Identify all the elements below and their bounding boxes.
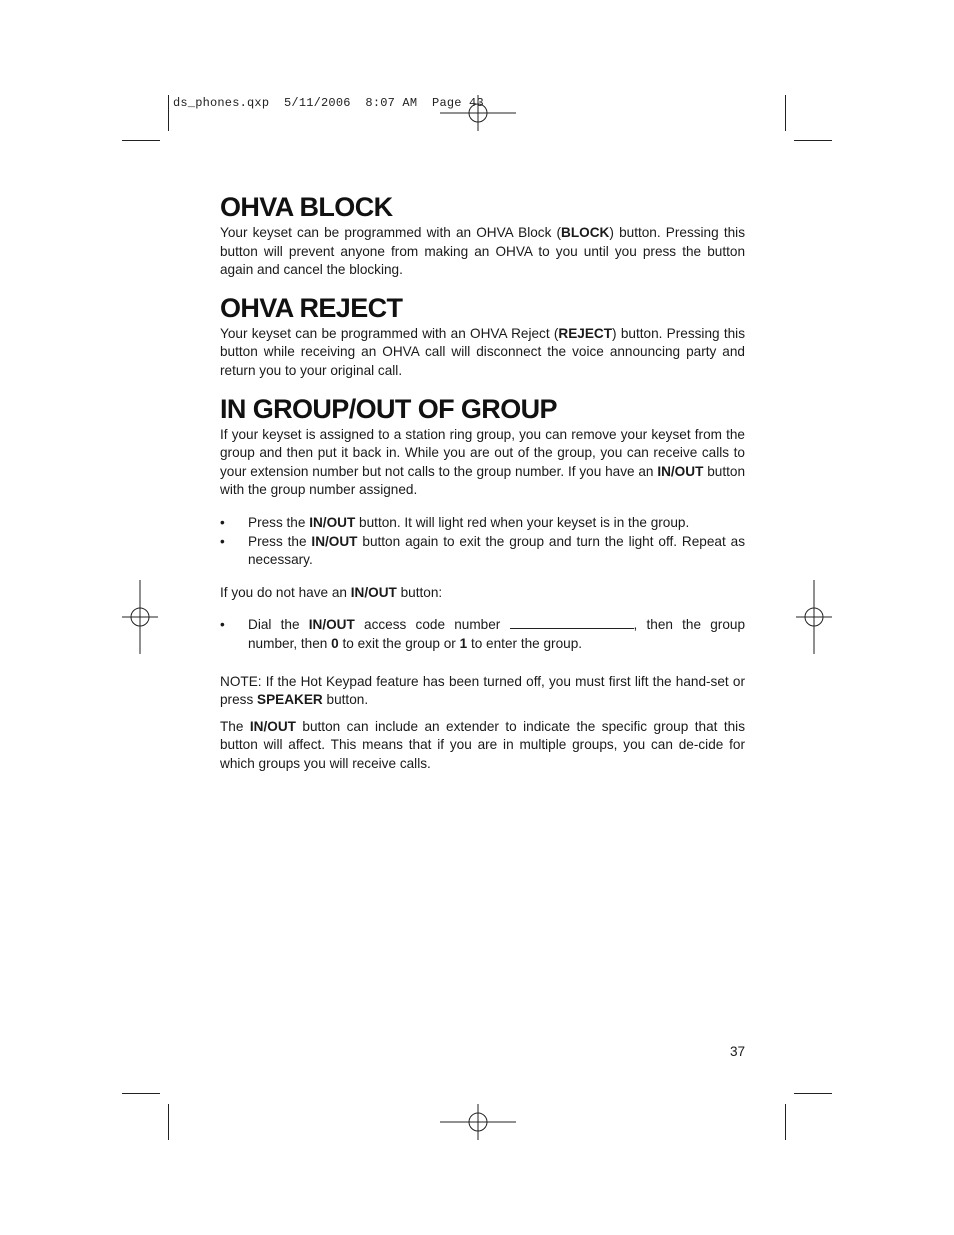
text-span: button: <box>396 584 443 600</box>
text-span: If you do not have an <box>220 584 351 600</box>
bold-speaker-key: SPEAKER <box>257 692 323 708</box>
text-span: to enter the group. <box>467 635 583 651</box>
bold-one-key: 1 <box>459 635 468 651</box>
text-span: button with the group number assigned. <box>220 463 745 498</box>
text-span: Your keyset can be programmed with an OHVA Reject ( <box>220 325 559 341</box>
crop-mark-bottom-right-vertical <box>785 1104 786 1140</box>
paragraph-extender <box>220 718 745 774</box>
section-ohva-reject <box>220 291 745 381</box>
crop-mark-bottom-left-vertical <box>168 1104 169 1140</box>
crop-mark-top-left-vertical <box>168 95 169 131</box>
bold-in-out-key: IN/OUT <box>311 533 358 549</box>
page-content <box>220 190 745 773</box>
text-span: access code number <box>354 617 510 633</box>
section-ohva-block <box>220 190 745 280</box>
crop-mark-top-left-horizontal <box>122 140 160 141</box>
text-span: Dial the <box>248 617 309 633</box>
crop-mark-top-right-vertical <box>785 95 786 131</box>
bold-zero-key: 0 <box>331 635 339 651</box>
heading-ohva-block: OHVA BLOCK <box>220 192 393 222</box>
bold-in-out-key: IN/OUT <box>249 718 296 734</box>
print-slug: ds_phones.qxp 5/11/2006 8:07 AM Page 43 <box>173 96 484 110</box>
bold-block-key: BLOCK <box>561 225 610 240</box>
bold-reject-key: REJECT <box>558 325 613 341</box>
bold-in-out-key: IN/OUT <box>657 463 704 479</box>
list-item <box>220 533 745 570</box>
bullet: • <box>220 533 225 549</box>
paragraph-note-hot-keypad <box>220 673 745 710</box>
text-span: to exit the group or <box>338 635 460 651</box>
heading-ohva-reject: OHVA REJECT <box>220 292 403 323</box>
text-span: button. <box>322 692 369 708</box>
bold-in-out-key: IN/OUT <box>308 617 355 633</box>
registration-mark-left-icon <box>122 580 158 654</box>
crop-mark-bottom-left-horizontal <box>122 1093 160 1094</box>
text-span: Your keyset can be programmed with an OHVA Block ( <box>220 225 562 240</box>
list-item <box>220 616 745 653</box>
bullet: • <box>220 514 225 530</box>
in-out-steps-list <box>220 514 745 570</box>
text-span: button. It will light red when your keyset is in the group. <box>355 514 690 530</box>
heading-in-group-out-of-group: IN GROUP/OUT OF GROUP <box>220 393 557 424</box>
bold-in-out-key: IN/OUT <box>350 584 397 600</box>
text-span: ) button. Pressing this button while receiving an OHVA call will disconnect the voice announcing party and return you to your original call. <box>220 325 745 378</box>
page-number: 37 <box>730 1044 746 1059</box>
paragraph-ohva-block <box>220 224 745 280</box>
text-span: button can include an extender to indicate the specific group that this button will affect. This means that if you are in multiple groups, you can de-cide for which groups you will receive calls. <box>220 718 746 771</box>
text-span: ) button. Pressing this button will prevent anyone from making an OHVA to you until you press the button again and cancel the blocking. <box>220 225 745 278</box>
list-item <box>220 514 745 533</box>
dial-steps-list <box>220 616 745 653</box>
registration-mark-top-icon <box>440 95 516 131</box>
access-code-blank-line <box>510 616 634 629</box>
registration-mark-bottom-icon <box>440 1104 516 1140</box>
text-span: Press the <box>248 514 310 530</box>
paragraph-ohva-reject <box>220 325 745 381</box>
text-span: The <box>220 718 250 734</box>
text-span: If your keyset is assigned to a station ring group, you can remove your keyset from the group and then put it back in. While you are out of the group, you can receive calls to your extension number but not calls to the group number. If you have an <box>220 426 745 479</box>
bullet: • <box>220 617 225 633</box>
crop-mark-top-right-horizontal <box>794 140 832 141</box>
paragraph-no-in-out-button <box>220 584 745 603</box>
section-in-out-group <box>220 392 745 774</box>
text-span: , then the group number, then <box>248 617 746 651</box>
text-span: Press the <box>248 533 312 549</box>
crop-mark-bottom-right-horizontal <box>794 1093 832 1094</box>
paragraph-group-intro <box>220 426 745 500</box>
bold-in-out-key: IN/OUT <box>309 514 356 530</box>
registration-mark-right-icon <box>796 580 832 654</box>
text-span: button again to exit the group and turn the light off. Repeat as necessary. <box>248 533 745 568</box>
text-span: NOTE: If the Hot Keypad feature has been turned off, you must first lift the hand-set or press <box>220 673 745 708</box>
